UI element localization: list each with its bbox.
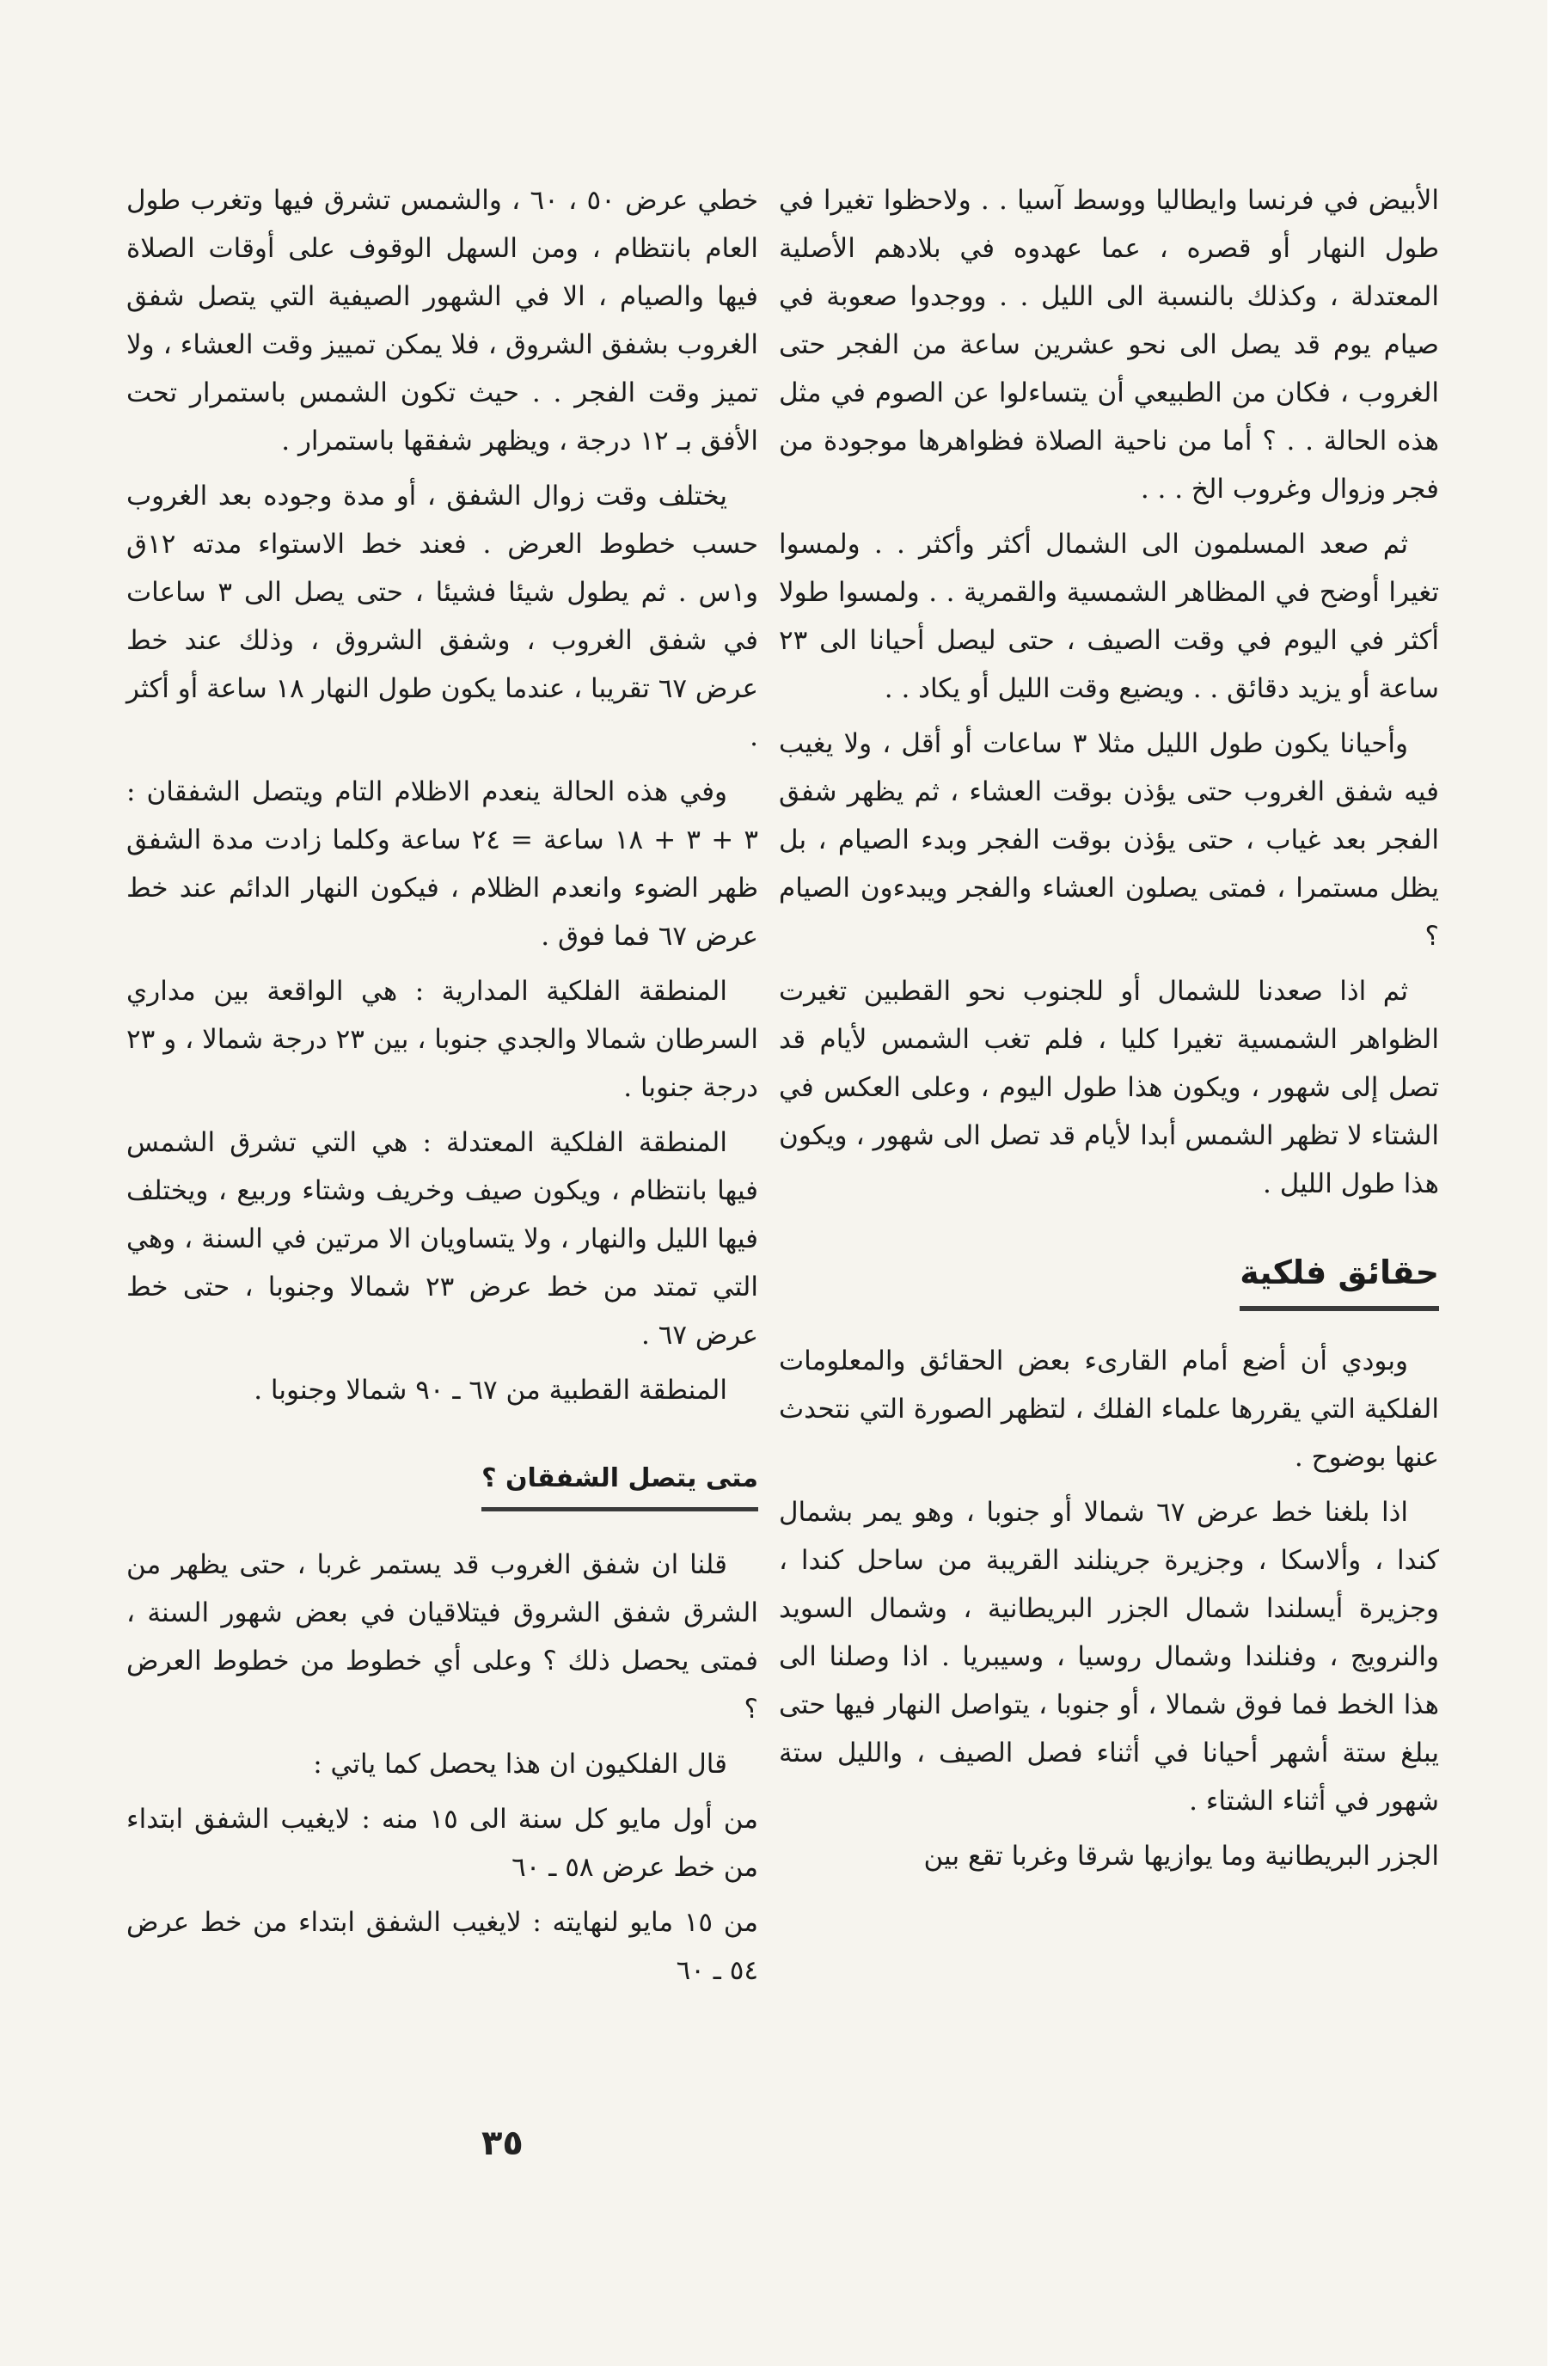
paragraph: قال الفلكيون ان هذا يحصل كما ياتي : [313,1749,727,1780]
section-heading-container [779,1215,1439,1337]
right-column [779,176,1439,1887]
section-heading-twilights-join: متى يتصل الشفقان ؟ [481,1457,758,1511]
paragraph: ثم اذا صعدنا للشمال أو للجنوب نحو القطبين تغيرت الظواهر الشمسية تغيرا كليا ، فلم تغب الشمس لأيام قد تصل إلى شهور ، ويكون هذا طول اليوم ، وعلى العكس في الشتاء لا تظهر الشمس أبدا لأيام قد تصل الى شهور ، ويكون هذا طول الليل . [779,976,1439,1199]
paragraph: يختلف وقت زوال الشفق ، أو مدة وجوده بعد الغروب حسب خطوط العرض . فعند خط الاستواء مدته ١٢ق و١س . ثم يطول شيئا فشيئا ، حتى يصل الى ٣ ساعات في شفق الغروب ، وشفق الشروق ، وذلك عند خط عرض ٦٧ تقريبا ، عندما يكون طول النهار ١٨ ساعة أو أكثر . [126,481,759,752]
paragraph: المنطقة الفلكية المعتدلة : هي التي تشرق الشمس فيها بانتظام ، ويكون صيف وخريف وشتاء وربيع ، ويختلف فيها الليل والنهار ، ولا يتساويان الا مرتين في السنة ، وهي التي تمتد من خط عرض ٢٣ شمالا وجنوبا ، حتى خط عرض ٦٧ . [126,1127,758,1351]
paragraph: وبودي أن أضع أمام القارىء بعض الحقائق والمعلومات الفلكية التي يقررها علماء الفلك ، لتظهر الصورة التي نتحدث عنها بوضوح . [779,1345,1439,1473]
paragraph: اذا بلغنا خط عرض ٦٧ شمالا أو جنوبا ، وهو يمر بشمال كندا ، وألاسكا ، وجزيرة جرينلند القريبة من ساحل كندا ، وجزيرة أيسلندا شمال الجزر البريطانية ، وشمال السويد والنرويج ، وفنلندا وشمال روسيا ، وسيبريا . اذا وصلنا الى هذا الخط فما فوق شمالا ، أو جنوبا ، يتواصل النهار فيها حتى يبلغ ستة أشهر أحيانا في أثناء فصل الصيف ، والليل ستة شهور في أثناء الشتاء . [779,1497,1439,1817]
page-number: ٣٥ [481,2124,524,2163]
schedule-line: من أول مايو كل سنة الى ١٥ منه : لايغيب الشفق ابتداء من خط عرض ٥٨ ـ ٦٠ [126,1804,758,1883]
paragraph: المنطقة الفلكية المدارية : هي الواقعة بين مداري السرطان شمالا والجدي جنوبا ، بين ٢٣ درجة شمالا ، و ٢٣ درجة جنوبا . [126,976,758,1103]
schedule-line: من ١٥ مايو لنهايته : لايغيب الشفق ابتداء من خط عرض ٥٤ ـ ٦٠ [126,1907,758,1986]
paragraph: ثم صعد المسلمون الى الشمال أكثر وأكثر . . ولمسوا تغيرا أوضح في المظاهر الشمسية والقمرية . . ولمسوا طولا أكثر في اليوم في وقت الصيف ، حتى ليصل أحيانا الى ٢٣ ساعة أو يزيد دقائق . . ويضيع وقت الليل أو يكاد . . [779,529,1439,704]
paragraph: خطي عرض ٥٠ ، ٦٠ ، والشمس تشرق فيها وتغرب طول العام بانتظام ، ومن السهل الوقوف على أوقات الصلاة فيها والصيام ، الا في الشهور الصيفية التي يتصل شفق الغروب بشفق الشروق ، فلا يمكن تمييز وقت العشاء ، ولا تميز وقت الفجر . . حيث تكون الشمس باستمرار تحت الأفق بـ ١٢ درجة ، ويظهر شفقها باستمرار . [126,185,758,457]
paragraph: الجزر البريطانية وما يوازيها شرقا وغربا تقع بين [923,1841,1439,1872]
paragraph: الأبيض في فرنسا وايطاليا ووسط آسيا . . ولاحظوا تغيرا في طول النهار أو قصره ، عما عهدوه في بلادهم الأصلية المعتدلة ، وكذلك بالنسبة الى الليل . . ووجدوا صعوبة في صيام يوم قد يصل الى نحو عشرين ساعة من الفجر حتى الغروب ، فكان من الطبيعي أن يتساءلوا عن الصوم في مثل هذه الحالة . . ؟ أما من ناحية الصلاة فظواهرها موجودة من فجر وزوال وغروب الخ . . . [779,185,1439,505]
section-heading-container [126,1421,758,1541]
paragraph: قلنا ان شفق الغروب قد يستمر غربا ، حتى يظهر من الشرق شفق الشروق فيتلاقيان في بعض شهور السنة ، فمتى يحصل ذلك ؟ وعلى أي خطوط من خطوط العرض ؟ [126,1549,758,1725]
paragraph: وفي هذه الحالة ينعدم الاظلام التام ويتصل الشفقان : ٣ + ٣ + ١٨ ساعة = ٢٤ ساعة وكلما زادت مدة الشفق ظهر الضوء وانعدم الظلام ، فيكون النهار الدائم عند خط عرض ٦٧ فما فوق . [126,776,759,952]
paragraph: وأحيانا يكون طول الليل مثلا ٣ ساعات أو أقل ، ولا يغيب فيه شفق الغروب حتى يؤذن بوقت العشاء ، ثم يظهر شفق الفجر بعد غياب ، حتى يؤذن بوقت الفجر وبدء الصيام ، بل يظل مستمرا ، فمتى يصلون العشاء والفجر ويبدءون الصيام ؟ [779,728,1439,952]
section-heading-astronomical-facts: حقائق فلكية [1240,1247,1439,1311]
paragraph: المنطقة القطبية من ٦٧ ـ ٩٠ شمالا وجنوبا . [254,1375,727,1406]
left-column [126,176,758,2001]
